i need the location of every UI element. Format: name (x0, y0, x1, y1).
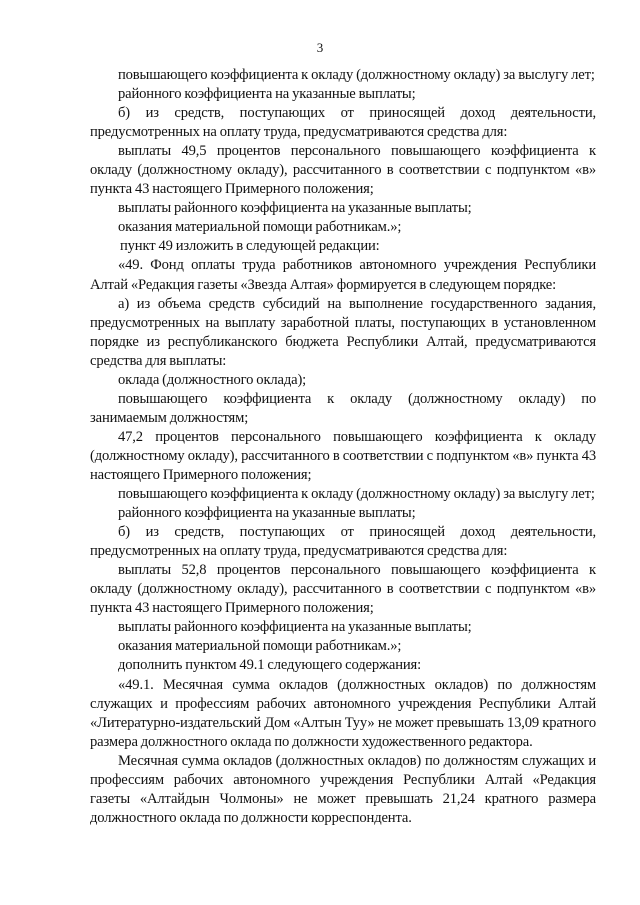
paragraph: пункт 49 изложить в следующей редакции: (120, 238, 380, 255)
paragraph: Месячная сумма окладов (должностных окладов) по должностям служащих и профессиям рабочих автономного учреждения Республики Алтай «Редакция газеты «Алтайдын Чолмоны» не может превышать 21,24 кратного размера должностного оклада по должности корреспондента. (90, 752, 596, 826)
paragraph: выплаты 49,5 процентов персонального повышающего коэффициента к окладу (должностному окладу), рассчитанного в соответствии с подпунктом «в» пункта 43 настоящего Примерного положения; (90, 143, 596, 198)
paragraph: б) из средств, поступающих от приносящей доход деятельности, предусмотренных на оплату труда, предусматриваются средства для: (90, 105, 596, 141)
paragraph: районного коэффициента на указанные выплаты; (118, 86, 416, 103)
paragraph: «49. Фонд оплаты труда работников автономного учреждения Республики Алтай «Редакция газеты «Звезда Алтая» формируется в следующем порядке: (90, 257, 596, 293)
paragraph: 47,2 процентов персонального повышающего коэффициента к окладу (должностному окладу), рассчитанного в соответствии с подпунктом «в» пункта 43 настоящего Примерного положения; (90, 428, 596, 483)
paragraph: выплаты районного коэффициента на указанные выплаты; (118, 619, 472, 636)
paragraph: «49.1. Месячная сумма окладов (должностных окладов) по должностям служащих и профессиям рабочих автономного учреждения Республики Алтай «Литературно-издательский Дом «Алтын Туу» не может превышать 13,09 кратного размера должностного оклада по должности художественного редактора. (90, 676, 596, 750)
paragraph: повышающего коэффициента к окладу (должностному окладу) по занимаемым должностям; (90, 390, 596, 426)
paragraph: повышающего коэффициента к окладу (должностному окладу) за выслугу лет; (118, 486, 595, 503)
paragraph: районного коэффициента на указанные выплаты; (118, 505, 416, 522)
paragraph: дополнить пунктом 49.1 следующего содержания: (118, 657, 422, 674)
paragraph: а) из объема средств субсидий на выполнение государственного задания, предусмотренных на выплату заработной платы, поступающих в установленном порядке из республиканского бюджета Республики Алтай, предусматриваются средства для выплаты: (90, 295, 596, 369)
document-body (90, 66, 596, 828)
paragraph: оказания материальной помощи работникам.»; (118, 219, 402, 236)
paragraph: выплаты 52,8 процентов персонального повышающего коэффициента к окладу (должностному окладу), рассчитанного в соответствии с подпунктом «в» пункта 43 настоящего Примерного положения; (90, 562, 596, 617)
paragraph: выплаты районного коэффициента на указанные выплаты; (118, 200, 472, 217)
paragraph: оклада (должностного оклада); (118, 371, 307, 388)
paragraph: оказания материальной помощи работникам.»; (118, 638, 402, 655)
paragraph: повышающего коэффициента к окладу (должностному окладу) за выслугу лет; (118, 67, 595, 83)
page-number: 3 (316, 40, 324, 55)
paragraph: б) из средств, поступающих от приносящей доход деятельности, предусмотренных на оплату труда, предусматриваются средства для: (90, 524, 596, 560)
